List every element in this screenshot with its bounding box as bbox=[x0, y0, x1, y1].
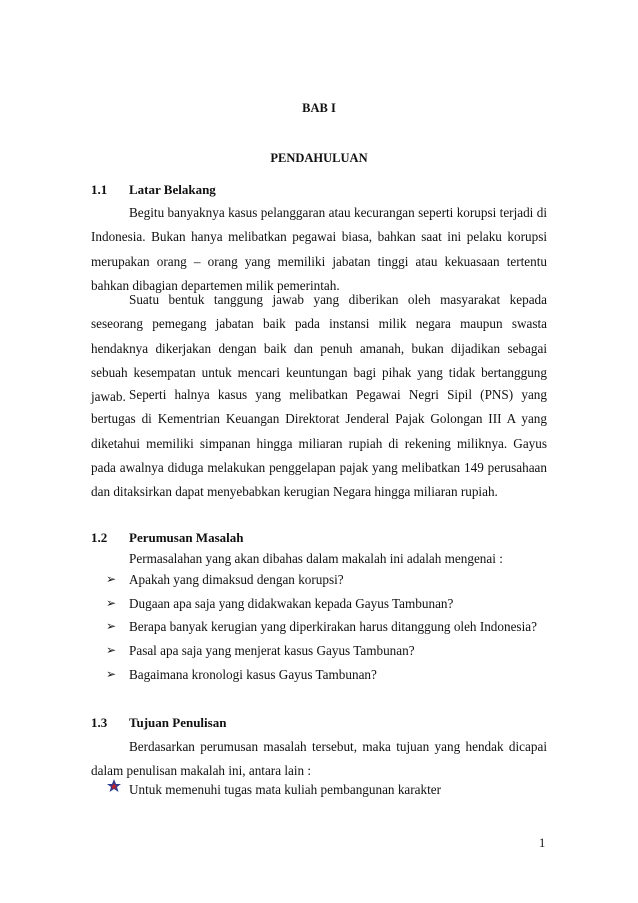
list-item bbox=[106, 778, 441, 802]
section-title: Perumusan Masalah bbox=[129, 530, 244, 545]
list-item bbox=[106, 592, 537, 616]
section-heading-1-2 bbox=[91, 530, 243, 546]
list-item-text: Berapa banyak kerugian yang diperkirakan harus ditanggung oleh Indonesia? bbox=[129, 619, 537, 635]
section-number: 1.2 bbox=[91, 530, 108, 545]
paragraph-text: Begitu banyaknya kasus pelanggaran atau kecurangan seperti korupsi terjadi di Indonesia. Bukan hanya melibatkan pegawai biasa, bahkan saat ini pelaku korupsi merupakan orang – orang yang memiliki jabatan tinggi atau kekuasaan tertentu bahkan dibagian departemen milik pemerintah. bbox=[91, 205, 547, 293]
chapter-label: BAB I bbox=[302, 101, 336, 115]
problem-list bbox=[106, 568, 537, 686]
arrow-bullet-icon: ➢ bbox=[106, 619, 117, 634]
list-item bbox=[106, 663, 537, 687]
chapter-title: PENDAHULUAN bbox=[270, 151, 368, 165]
list-item-text: Untuk memenuhi tugas mata kuliah pembangunan karakter bbox=[129, 782, 442, 797]
page-number: 1 bbox=[539, 836, 546, 850]
paragraph bbox=[91, 201, 547, 298]
arrow-bullet-icon: ➢ bbox=[106, 572, 117, 586]
section-number: 1.3 bbox=[91, 715, 108, 730]
paragraph-text: Berdasarkan perumusan masalah tersebut, maka tujuan yang hendak dicapai dalam penulisan makalah ini, antara lain : bbox=[91, 739, 547, 779]
paragraph-text: Seperti halnya kasus yang melibatkan Pegawai Negri Sipil (PNS) yang bertugas di Kementrian Keuangan Direktorat Jenderal Pajak Golongan III A yang diketahui memiliki simpanan hingga miliaran rupiah di rekening miliknya. Gayus pada awalnya diduga melakukan penggelapan pajak yang melibatkan 149 perusahaan dan ditaksirkan dapat menyebabkan kerugian Negara hingga miliaran rupiah. bbox=[91, 387, 547, 500]
section-intro bbox=[91, 551, 547, 567]
list-item bbox=[106, 615, 537, 639]
list-item-text: Apakah yang dimaksud dengan korupsi? bbox=[129, 572, 344, 587]
list-item-text: Pasal apa saja yang menjerat kasus Gayus Tambunan? bbox=[129, 643, 415, 659]
section-heading-1-1 bbox=[91, 182, 216, 198]
list-item bbox=[106, 639, 537, 663]
section-title: Latar Belakang bbox=[129, 182, 216, 197]
arrow-bullet-icon: ➢ bbox=[106, 595, 117, 610]
list-item-text: Dugaan apa saja yang didakwakan kepada Gayus Tambunan? bbox=[129, 595, 454, 611]
star-bullet-icon bbox=[106, 778, 122, 794]
goal-list bbox=[106, 778, 441, 802]
section-number: 1.1 bbox=[91, 182, 108, 197]
list-item bbox=[106, 568, 537, 592]
paragraph bbox=[91, 735, 547, 784]
paragraph-text: Suatu bentuk tanggung jawab yang diberikan oleh masyarakat kepada seseorang pemegang jabatan baik pada instansi milik negara maupun swasta hendaknya dikerjakan dengan baik dan penuh amanah, bukan dijadikan sebagai sebuah kesempatan untuk mencari keuntungan bagi pihak yang tidak bertanggung jawab. bbox=[91, 292, 547, 405]
arrow-bullet-icon: ➢ bbox=[106, 666, 117, 681]
section-heading-1-3 bbox=[91, 715, 226, 731]
arrow-bullet-icon: ➢ bbox=[106, 643, 117, 658]
paragraph bbox=[91, 383, 547, 504]
list-item-text: Bagaimana kronologi kasus Gayus Tambunan? bbox=[129, 666, 377, 682]
intro-text: Permasalahan yang akan dibahas dalam makalah ini adalah mengenai : bbox=[129, 551, 503, 566]
section-title: Tujuan Penulisan bbox=[129, 715, 227, 730]
